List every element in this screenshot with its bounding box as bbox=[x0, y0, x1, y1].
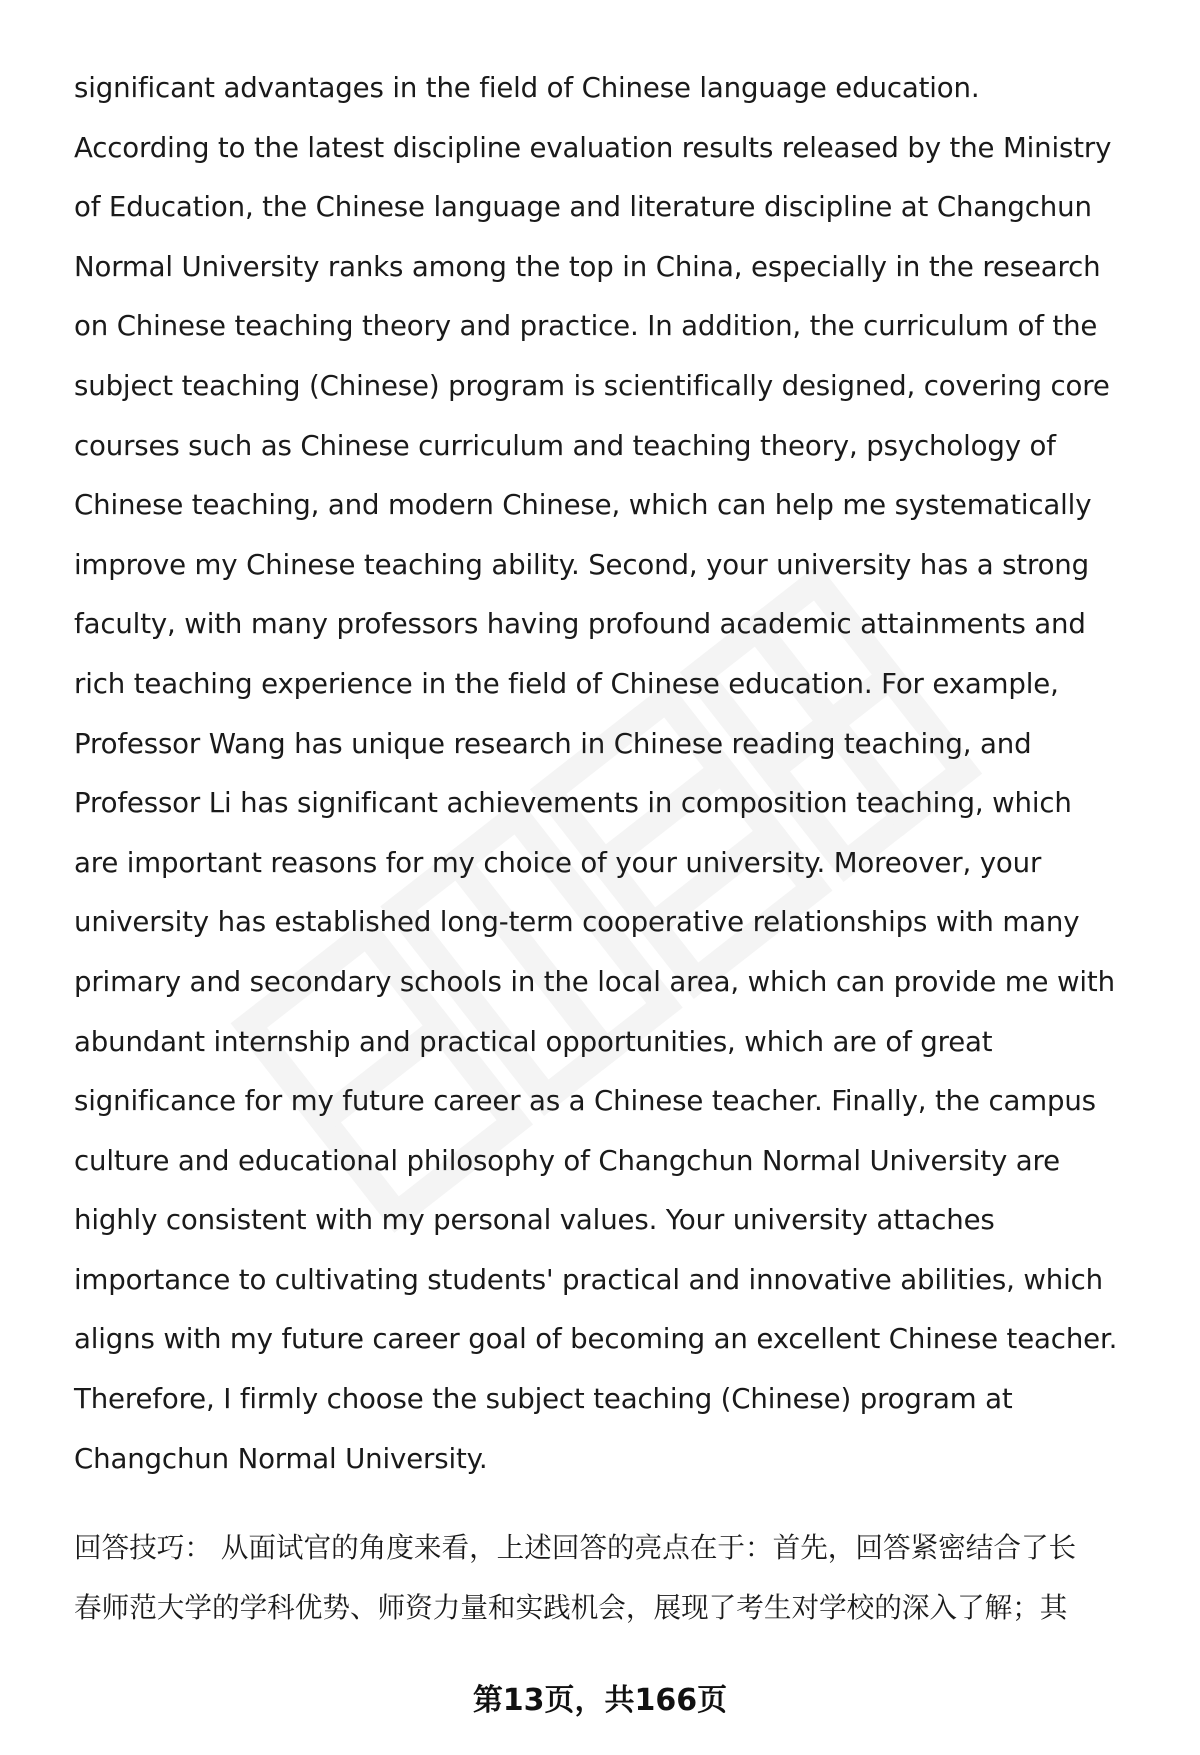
answer-line: abundant internship and practical opportunities, which are of great bbox=[74, 1024, 993, 1058]
answer-line: Therefore, I firmly choose the subject teaching (Chinese) program at bbox=[74, 1382, 1013, 1416]
answer-line: are important reasons for my choice of your university. Moreover, your bbox=[74, 845, 1042, 879]
answer-line: rich teaching experience in the field of Chinese education. For example, bbox=[74, 666, 1059, 700]
answer-line: significant advantages in the field of Chinese language education. bbox=[74, 71, 980, 104]
page-body bbox=[74, 58, 1154, 1488]
answer-line: Chinese teaching, and modern Chinese, which can help me systematically bbox=[74, 488, 1092, 522]
answer-line: Professor Wang has unique research in Chinese reading teaching, and bbox=[74, 726, 1032, 760]
page-number: 第13页，共166页 bbox=[472, 1683, 728, 1718]
answer-line: on Chinese teaching theory and practice. In addition, the curriculum of the bbox=[74, 309, 1098, 343]
answer-line: importance to cultivating students' practical and innovative abilities, which bbox=[74, 1262, 1104, 1296]
answer-line: culture and educational philosophy of Changchun Normal University are bbox=[74, 1143, 1060, 1177]
answer-line: university has established long-term cooperative relationships with many bbox=[74, 905, 1080, 939]
answer-line: Changchun Normal University. bbox=[74, 1441, 488, 1475]
answer-line: primary and secondary schools in the local area, which can provide me with bbox=[74, 964, 1115, 998]
answer-line: faculty, with many professors having profound academic attainments and bbox=[74, 607, 1086, 641]
answer-line: Normal University ranks among the top in China, especially in the research bbox=[74, 249, 1101, 283]
answer-line: improve my Chinese teaching ability. Second, your university has a strong bbox=[74, 547, 1090, 581]
answer-paragraph bbox=[74, 58, 1154, 1488]
answer-line: According to the latest discipline evaluation results released by the Ministry bbox=[74, 130, 1112, 164]
tips-line: 春师范大学的学科优势、师资力量和实践机会，展现了考生对学校的深入了解；其 bbox=[74, 1590, 1068, 1624]
answer-line: subject teaching (Chinese) program is scientifically designed, covering core bbox=[74, 368, 1110, 402]
answer-line: highly consistent with my personal values. Your university attaches bbox=[74, 1203, 995, 1237]
answer-line: of Education, the Chinese language and literature discipline at Changchun bbox=[74, 190, 1092, 224]
answer-line: courses such as Chinese curriculum and teaching theory, psychology of bbox=[74, 428, 1056, 462]
answer-line: aligns with my future career goal of becoming an excellent Chinese teacher. bbox=[74, 1322, 1118, 1356]
answer-tips-paragraph bbox=[74, 1518, 1154, 1637]
tips-line: 回答技巧： 从面试官的角度来看，上述回答的亮点在于：首先，回答紧密结合了长 bbox=[74, 1531, 1077, 1564]
answer-line: significance for my future career as a Chinese teacher. Finally, the campus bbox=[74, 1084, 1096, 1118]
answer-line: Professor Li has significant achievements in composition teaching, which bbox=[74, 786, 1072, 820]
